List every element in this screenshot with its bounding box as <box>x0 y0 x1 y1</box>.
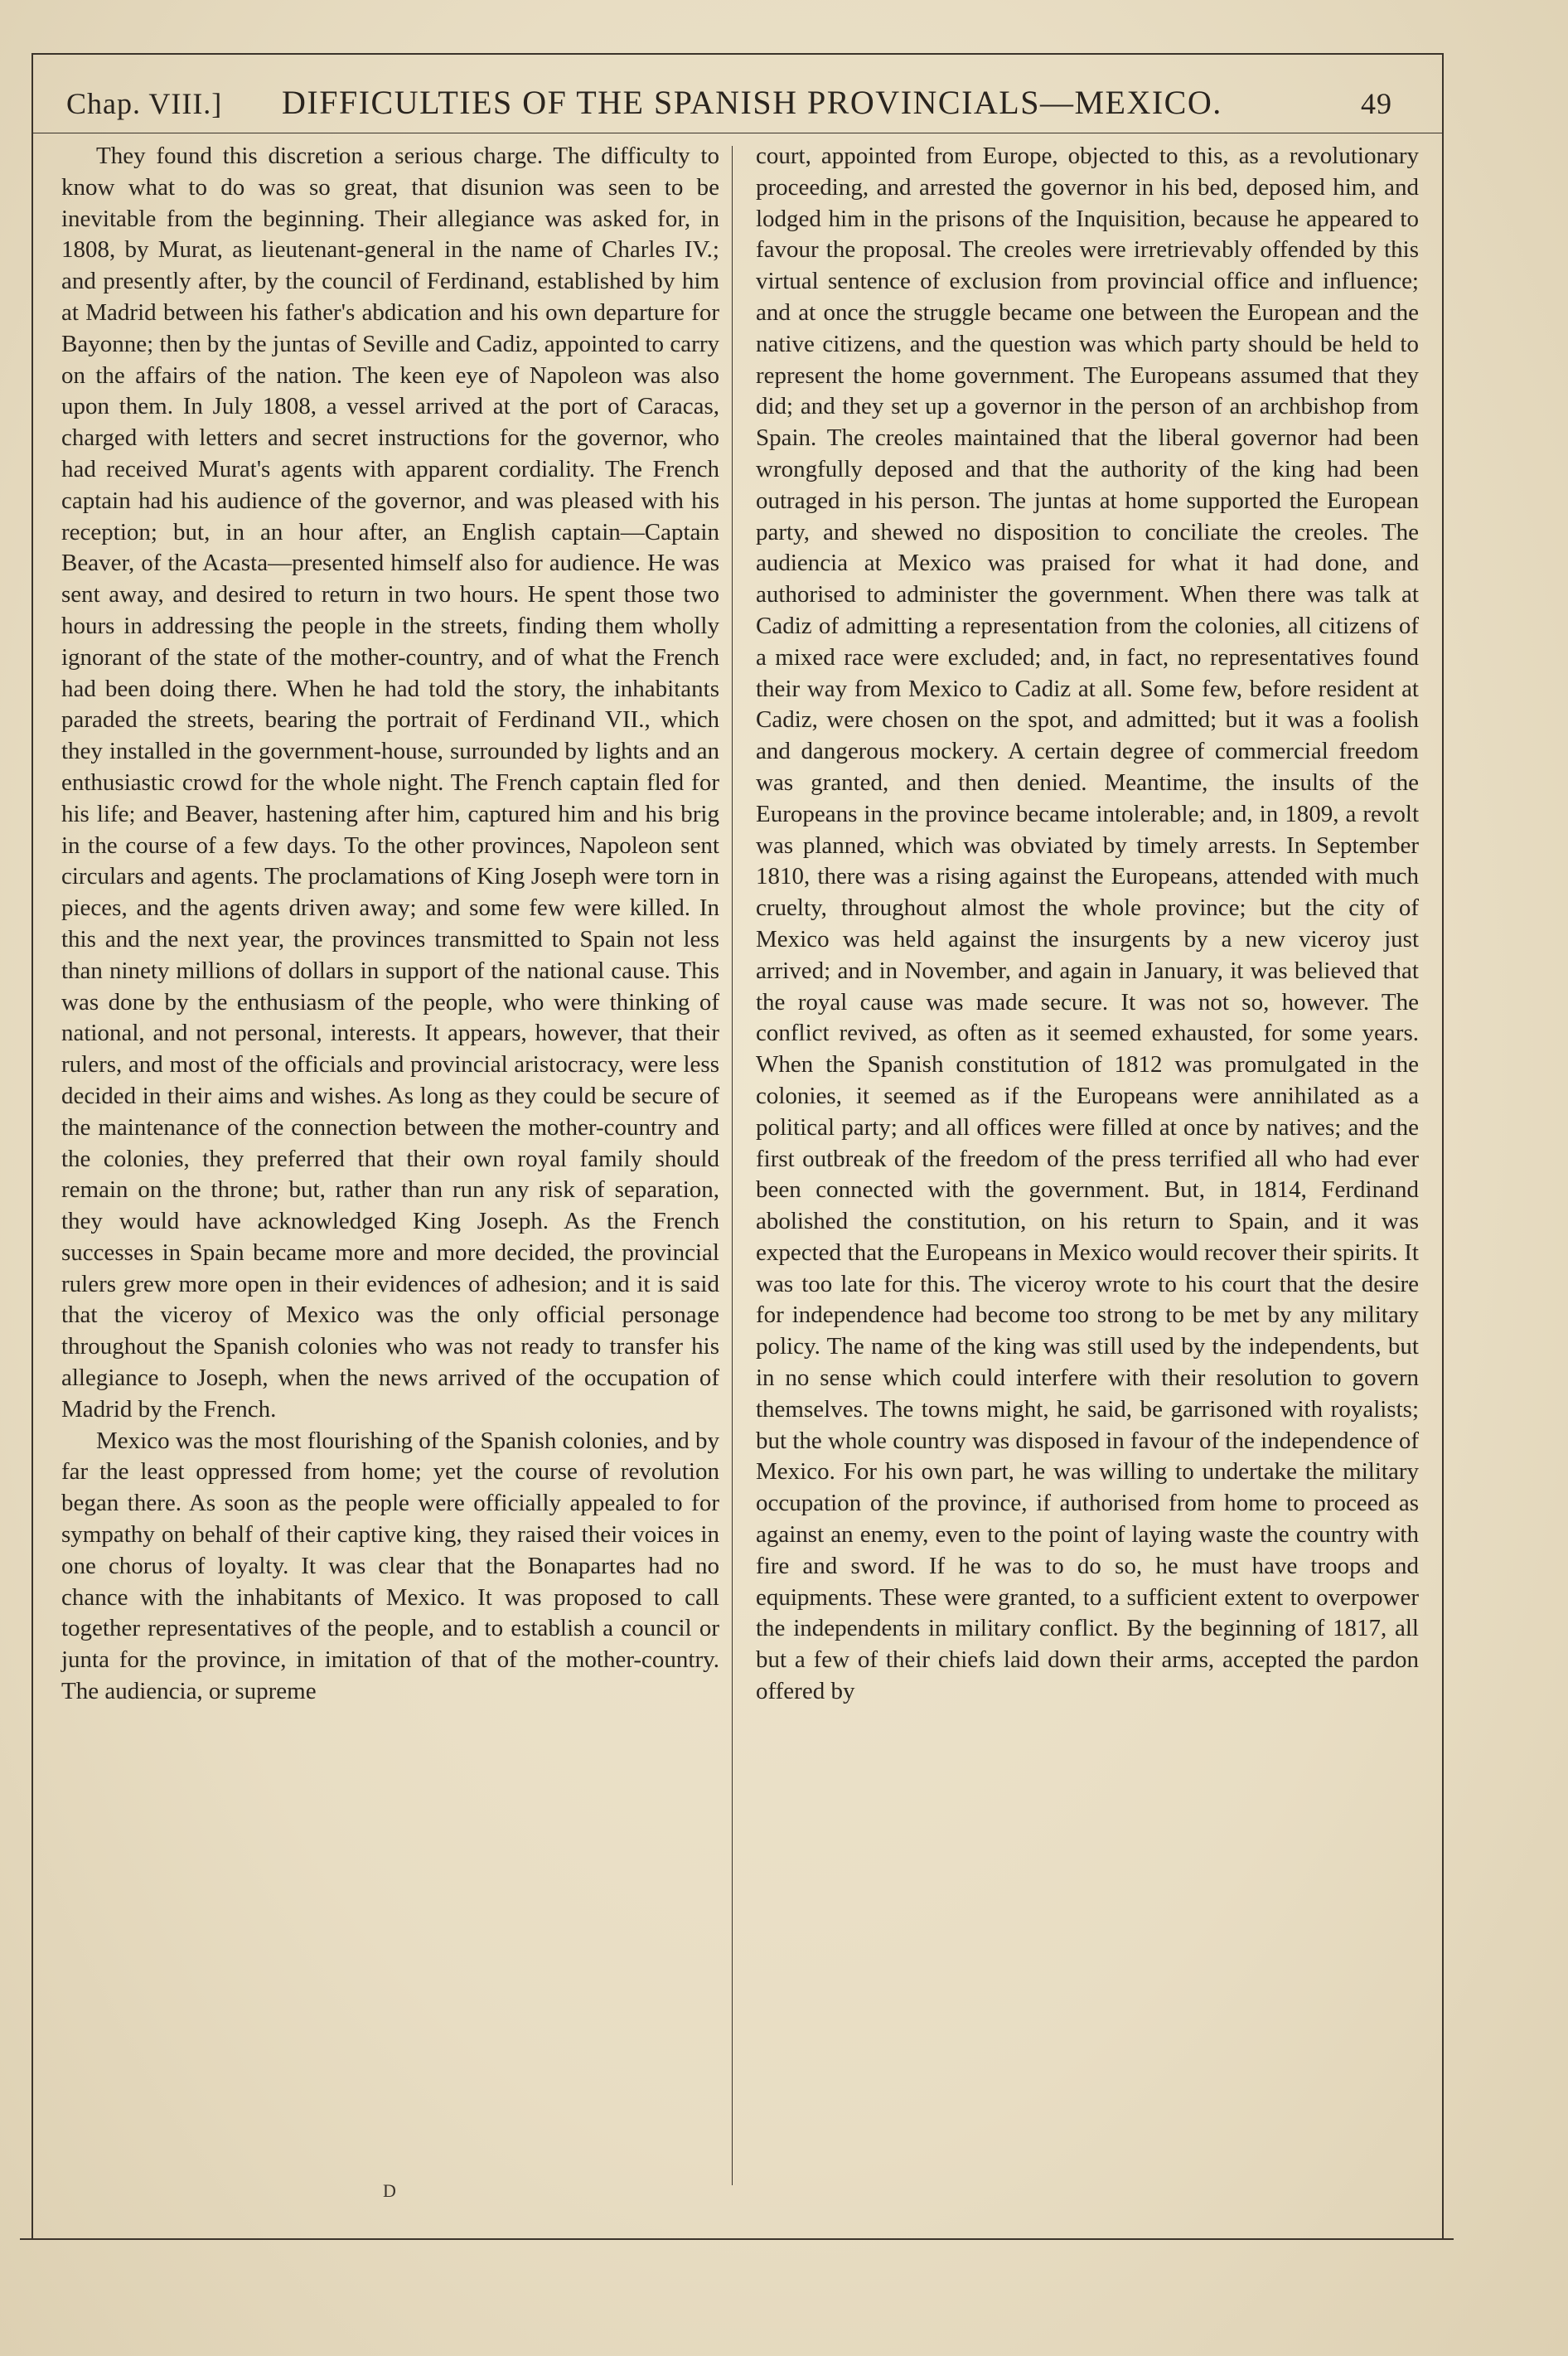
page-number: 49 <box>1361 87 1392 120</box>
column-divider <box>732 146 733 2185</box>
right-column <box>756 141 1419 1708</box>
paragraph: They found this discretion a serious charge. The difficulty to know what to do was so great, that disunion was seen to be inevitable from the beginning. Their allegiance was asked for, in 1808, by Murat, as lieutenant-general in the name of Charles IV.; and presently after, by the council of Ferdinand, established by him at Madrid between his father's abdication and his own departure for Bayonne; then by the juntas of Seville and Cadiz, appointed to carry on the affairs of the nation. The keen eye of Napoleon was also upon them. In July 1808, a vessel arrived at the port of Caracas, charged with letters and secret instructions for the governor, who had received Murat's agents with apparent cordiality. The French captain had his audience of the governor, and was pleased with his reception; but, in an hour after, an English captain—Captain Beaver, of the Acasta—presented himself also for audience. He was sent away, and desired to return in two hours. He spent those two hours in addressing the people in the streets, finding them wholly ignorant of the state of the mother-country, and of what the French had been doing there. When he had told the story, the inhabitants paraded the streets, bearing the portrait of Ferdinand VII., which they installed in the government-house, surrounded by lights and an enthusiastic crowd for the whole night. The French captain fled for his life; and Beaver, hastening after him, captured him and his brig in the course of a few days. To the other provinces, Napoleon sent circulars and agents. The proclamations of King Joseph were torn in pieces, and the agents driven away; and some few were killed. In this and the next year, the provinces transmitted to Spain not less than ninety millions of dollars in support of the national cause. This was done by the enthusiasm of the people, who were thinking of national, and not personal, interests. It appears, however, that their rulers, and most of the officials and provincial aristocracy, were less decided in their aims and wishes. As long as they could be secure of the maintenance of the connection between the mother-country and the colonies, they preferred that their own royal family should remain on the throne; but, rather than run any risk of separation, they would have acknowledged King Joseph. As the French successes in Spain became more and more decided, the provincial rulers grew more open in their evidences of adhesion; and it is said that the viceroy of Mexico was the only official personage throughout the Spanish colonies who was not ready to transfer his allegiance to Joseph, when the news arrived of the occupation of Madrid by the French. <box>61 143 719 1423</box>
paragraph: Mexico was the most flourishing of the Spanish colonies, and by far the least oppressed from home; yet the course of revolution began there. As soon as the people were officially appealed to for sympathy on behalf of their captive king, they raised their voices in one chorus of loyalty. It was clear that the Bonapartes had no chance with the inhabitants of Mexico. It was proposed to call together representatives of the people, and to establish a council or junta for the province, in imitation of that of the mother-country. The audiencia, or supreme <box>61 1427 719 1705</box>
left-column <box>61 141 719 1708</box>
running-title: DIFFICULTIES OF THE SPANISH PROVINCIALS—MEXICO. <box>282 84 1222 121</box>
paragraph: court, appointed from Europe, objected to this, as a revolutionary proceeding, and arrested the governor in his bed, deposed him, and lodged him in the prisons of the Inquisition, because he appeared to favour the proposal. The creoles were irretrievably offended by this virtual sentence of exclusion from provincial office and influence; and at once the struggle became one between the European and the native citizens, and the question was which party should be held to represent the home government. The Europeans assumed that they did; and they set up a governor in the person of an archbishop from Spain. The creoles maintained that the liberal governor had been wrongfully deposed and that the authority of the king had been outraged in his person. The juntas at home supported the European party, and shewed no disposition to conciliate the creoles. The audiencia at Mexico was praised for what it had done, and authorised to administer the government. When there was talk at Cadiz of admitting a representation from the colonies, all citizens of a mixed race were excluded; and, in fact, no representatives found their way from Mexico to Cadiz at all. Some few, before resident at Cadiz, were chosen on the spot, and admitted; but it was a foolish and dangerous mockery. A certain degree of commercial freedom was granted, and then denied. Meantime, the insults of the Europeans in the province became intolerable; and, in 1809, a revolt was planned, which was obviated by timely arrests. In September 1810, there was a rising against the Europeans, attended with much cruelty, throughout almost the whole province; but the city of Mexico was held against the insurgents by a new viceroy just arrived; and in November, and again in January, it was believed that the royal cause was made secure. It was not so, however. The conflict revived, as often as it seemed exhausted, for some years. When the Spanish constitution of 1812 was promulgated in the colonies, it seemed as if the Europeans were annihilated as a political party; and all offices were filled at once by natives; and the first outbreak of the freedom of the press terrified all who had ever been connected with the government. But, in 1814, Ferdinand abolished the constitution, on his return to Spain, and it was expected that the Europeans in Mexico would recover their spirits. It was too late for this. The viceroy wrote to his court that the desire for independence had become too strong to be met by any military policy. The name of the king was still used by the independents, but in no sense which could interfere with their resolution to govern themselves. The towns might, he said, be garrisoned with royalists; but the whole country was disposed in favour of the independence of Mexico. For his own part, he was willing to undertake the military occupation of the province, if authorised from home to proceed as against an enemy, even to the point of laying waste the country with fire and sword. If he was to do so, he must have troops and equipments. These were granted, to a sufficient extent to overpower the independents in military conflict. By the beginning of 1817, all but a few of their chiefs laid down their arms, accepted the pardon offered by <box>756 143 1419 1705</box>
chapter-label: Chap. VIII.] <box>66 87 223 120</box>
running-header <box>66 81 1425 124</box>
page-bottom-rule <box>20 2238 1454 2240</box>
page-top-rule <box>33 53 1444 55</box>
page-frame-left-rule <box>31 53 33 2240</box>
page-frame-right-rule <box>1442 53 1444 2240</box>
signature-mark: D <box>383 2180 396 2201</box>
